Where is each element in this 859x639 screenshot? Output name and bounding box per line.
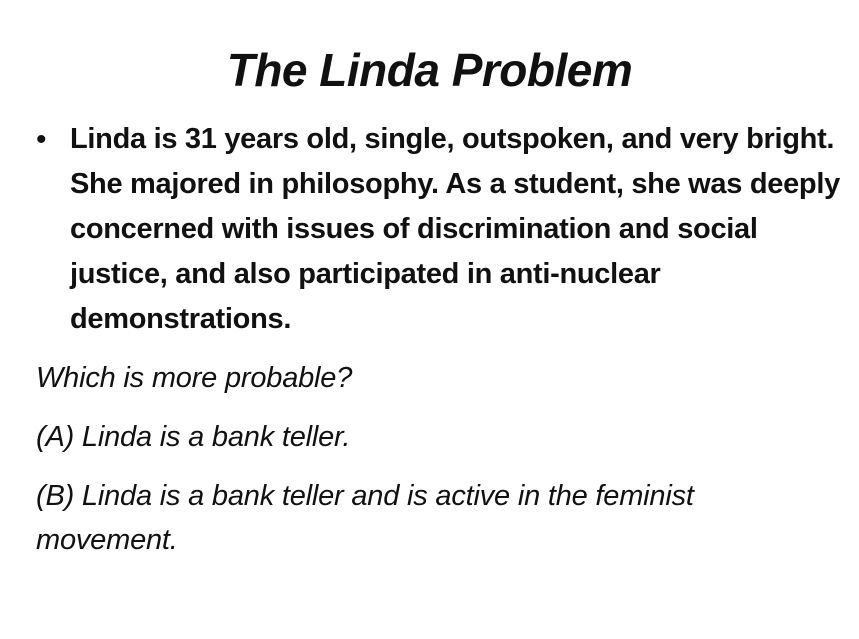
- option-b-text: (B) Linda is a bank teller and is active in the feminist movement.: [36, 480, 694, 556]
- bullet-text: Linda is 31 years old, single, outspoken, and very bright. She majored in philosophy. As a student, she was deeply concerned with issues of discrimination and social justice, and also participated in anti-nuclear demonstrations.: [70, 123, 840, 335]
- bullet-icon: •: [36, 123, 47, 156]
- option-a-text: (A) Linda is a bank teller.: [36, 421, 351, 453]
- question-text: Which is more probable?: [36, 362, 353, 394]
- slide-title: The Linda Problem: [226, 44, 633, 96]
